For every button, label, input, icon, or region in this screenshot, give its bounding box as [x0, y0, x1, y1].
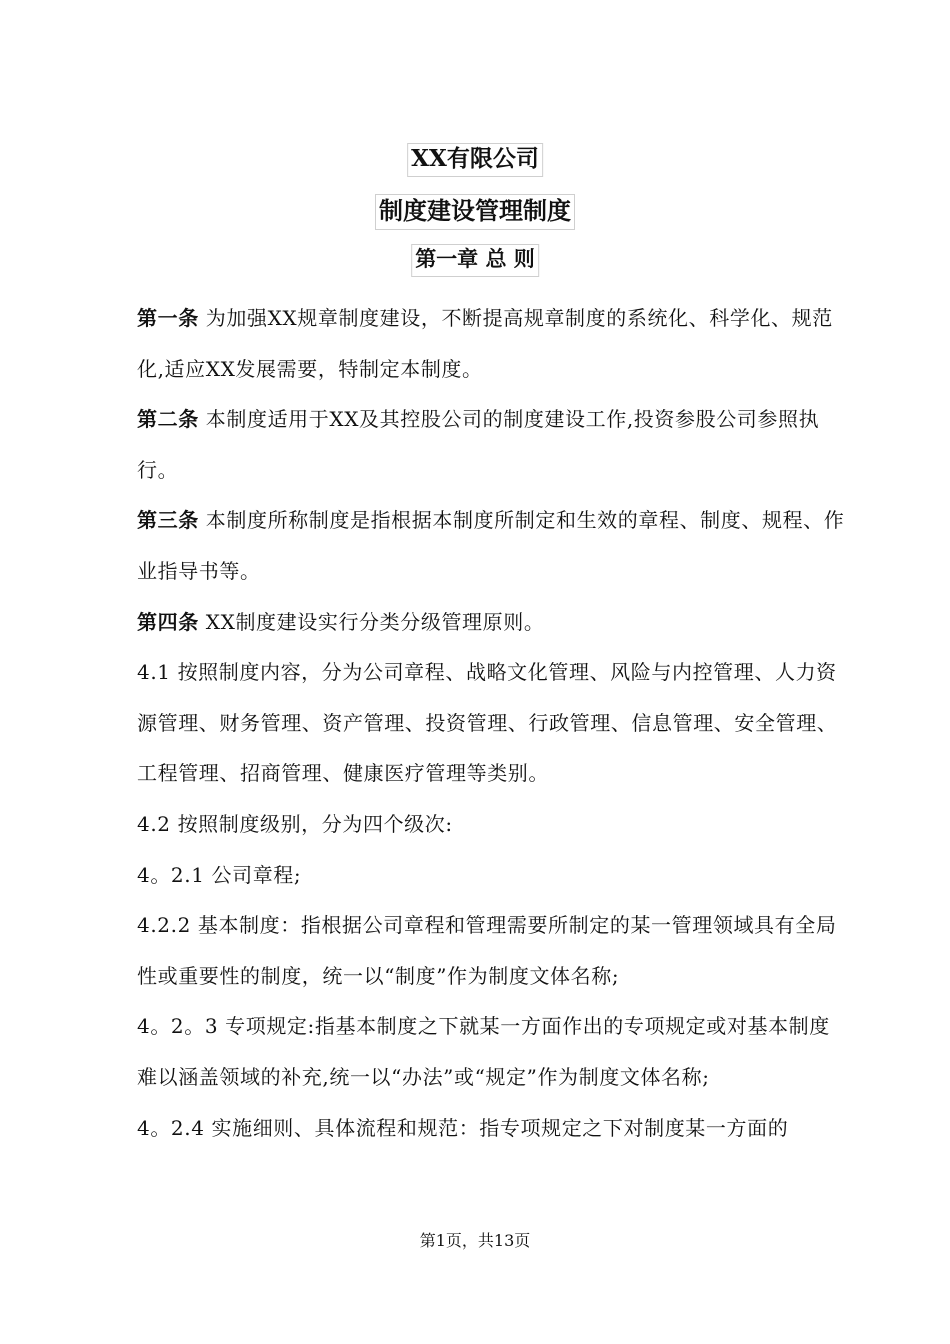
article-lead: 第四条 [137, 609, 199, 634]
clause-4-2: 4.2 按照制度级别，分为四个级次: [137, 811, 453, 836]
document-title: 制度建设管理制度 [375, 194, 575, 230]
company-title: XX有限公司 [407, 143, 543, 177]
article-lead: 第二条 [137, 407, 199, 432]
document-body [137, 293, 849, 1153]
clause-4-2-3: 4。2。3 专项规定:指基本制度之下就某一方面作出的专项规定或对基本制度难以涵盖领域的补充,统一以“办法”或“规定”作为制度文体名称; [137, 1014, 830, 1089]
article-text: XX制度建设实行分类分级管理原则。 [198, 609, 545, 634]
chapter-heading: 第一章 总 则 [411, 244, 539, 277]
clause-4-2-1: 4。2.1 公司章程; [137, 862, 302, 887]
clause-4-2-4: 4。2.4 实施细则、具体流程和规范：指专项规定之下对制度某一方面的 [137, 1115, 789, 1140]
article-text: 本制度所称制度是指根据本制度所制定和生效的章程、制度、规程、作业指导书等。 [137, 508, 845, 583]
clause-4-2-2: 4.2.2 基本制度：指根据公司章程和管理需要所制定的某一管理领域具有全局性或重要性的制度，统一以“制度”作为制度文体名称; [137, 913, 837, 988]
clause-4-1: 4.1 按照制度内容，分为公司章程、战略文化管理、风险与内控管理、人力资源管理、财务管理、资产管理、投资管理、行政管理、信息管理、安全管理、工程管理、招商管理、健康医疗管理等类别。 [137, 660, 838, 786]
article-text: 为加强XX规章制度建设，不断提高规章制度的系统化、科学化、规范化,适应XX发展需要，特制定本制度。 [137, 306, 833, 381]
page-footer: 第1页，共13页 [419, 1231, 531, 1250]
article-4 [137, 597, 849, 648]
article-3 [137, 495, 849, 596]
article-lead: 第一条 [137, 306, 199, 330]
article-lead: 第三条 [137, 508, 199, 533]
article-text: 本制度适用于XX及其控股公司的制度建设工作,投资参股公司参照执行。 [137, 407, 820, 482]
article-2 [137, 394, 849, 495]
article-1 [137, 293, 849, 394]
